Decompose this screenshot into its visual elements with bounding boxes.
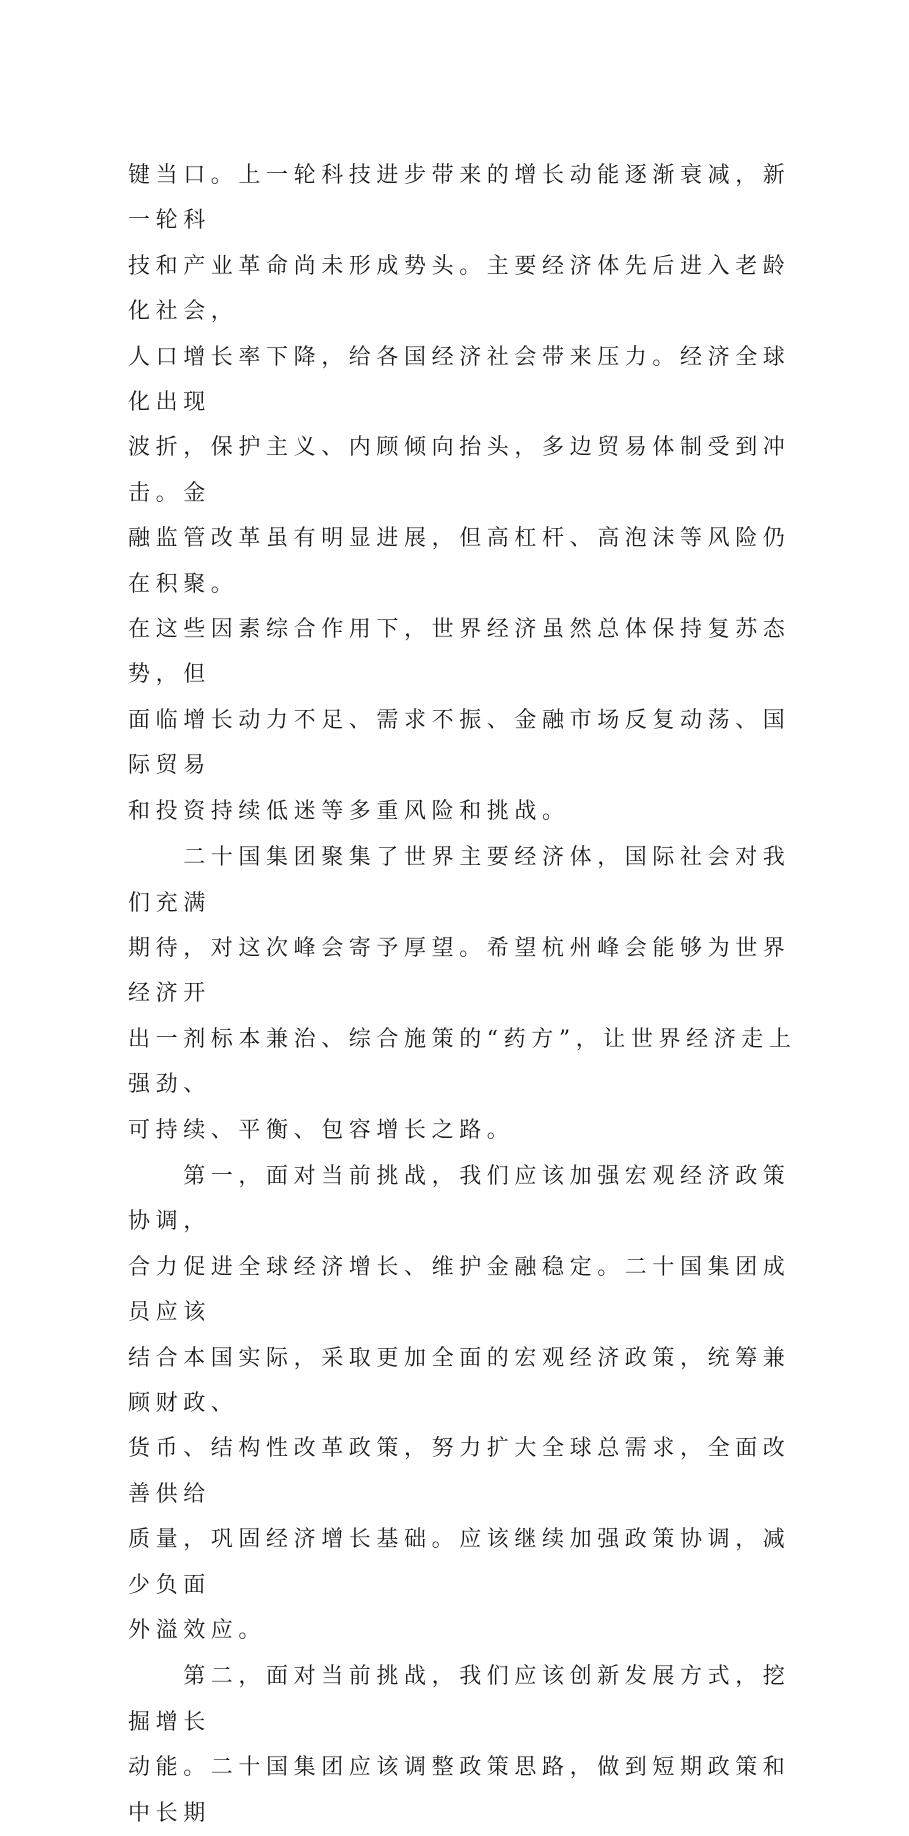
paragraph-4: 第二，面对当前挑战，我们应该创新发展方式，挖掘增长 动能。二十国集团应该调整政策思路，做到短期政策和中长期 — [128, 1664, 791, 1826]
paragraph-1: 键当口。上一轮科技进步带来的增长动能逐渐衰减，新一轮科 技和产业革命尚未形成势头。主要经济体先后进入老龄化社会， 人口增长率下降，给各国经济社会带来压力。经济全球化出现 波折，保护主义、内顾倾向抬头，多边贸易体制受到冲击。金 融监管改革虽有明显进展，但高杠杆、高泡沫等风险仍在积聚。 在这些因素综合作用下，世界经济虽然总体保持复苏态势，但 面临增长动力不足、需求不振、金融市场反复动荡、国际贸易 和投资持续低迷等多重风险和挑战。 — [128, 163, 791, 824]
paragraph-3: 第一，面对当前挑战，我们应该加强宏观经济政策协调， 合力促进全球经济增长、维护金融稳定。二十国集团成员应该 结合本国实际，采取更加全面的宏观经济政策，统筹兼顾财政、 货币、结构性改革政策，努力扩大全球总需求，全面改善供给 质量，巩固经济增长基础。应该继续加强政策协调，减少负面 外溢效应。 — [128, 1163, 791, 1643]
document-body — [128, 153, 808, 1836]
paragraph-2: 二十国集团聚集了世界主要经济体，国际社会对我们充满 期待，对这次峰会寄予厚望。希望杭州峰会能够为世界经济开 出一剂标本兼治、综合施策的“药方”，让世界经济走上强劲、 可持续、平衡、包容增长之路。 — [128, 845, 797, 1143]
